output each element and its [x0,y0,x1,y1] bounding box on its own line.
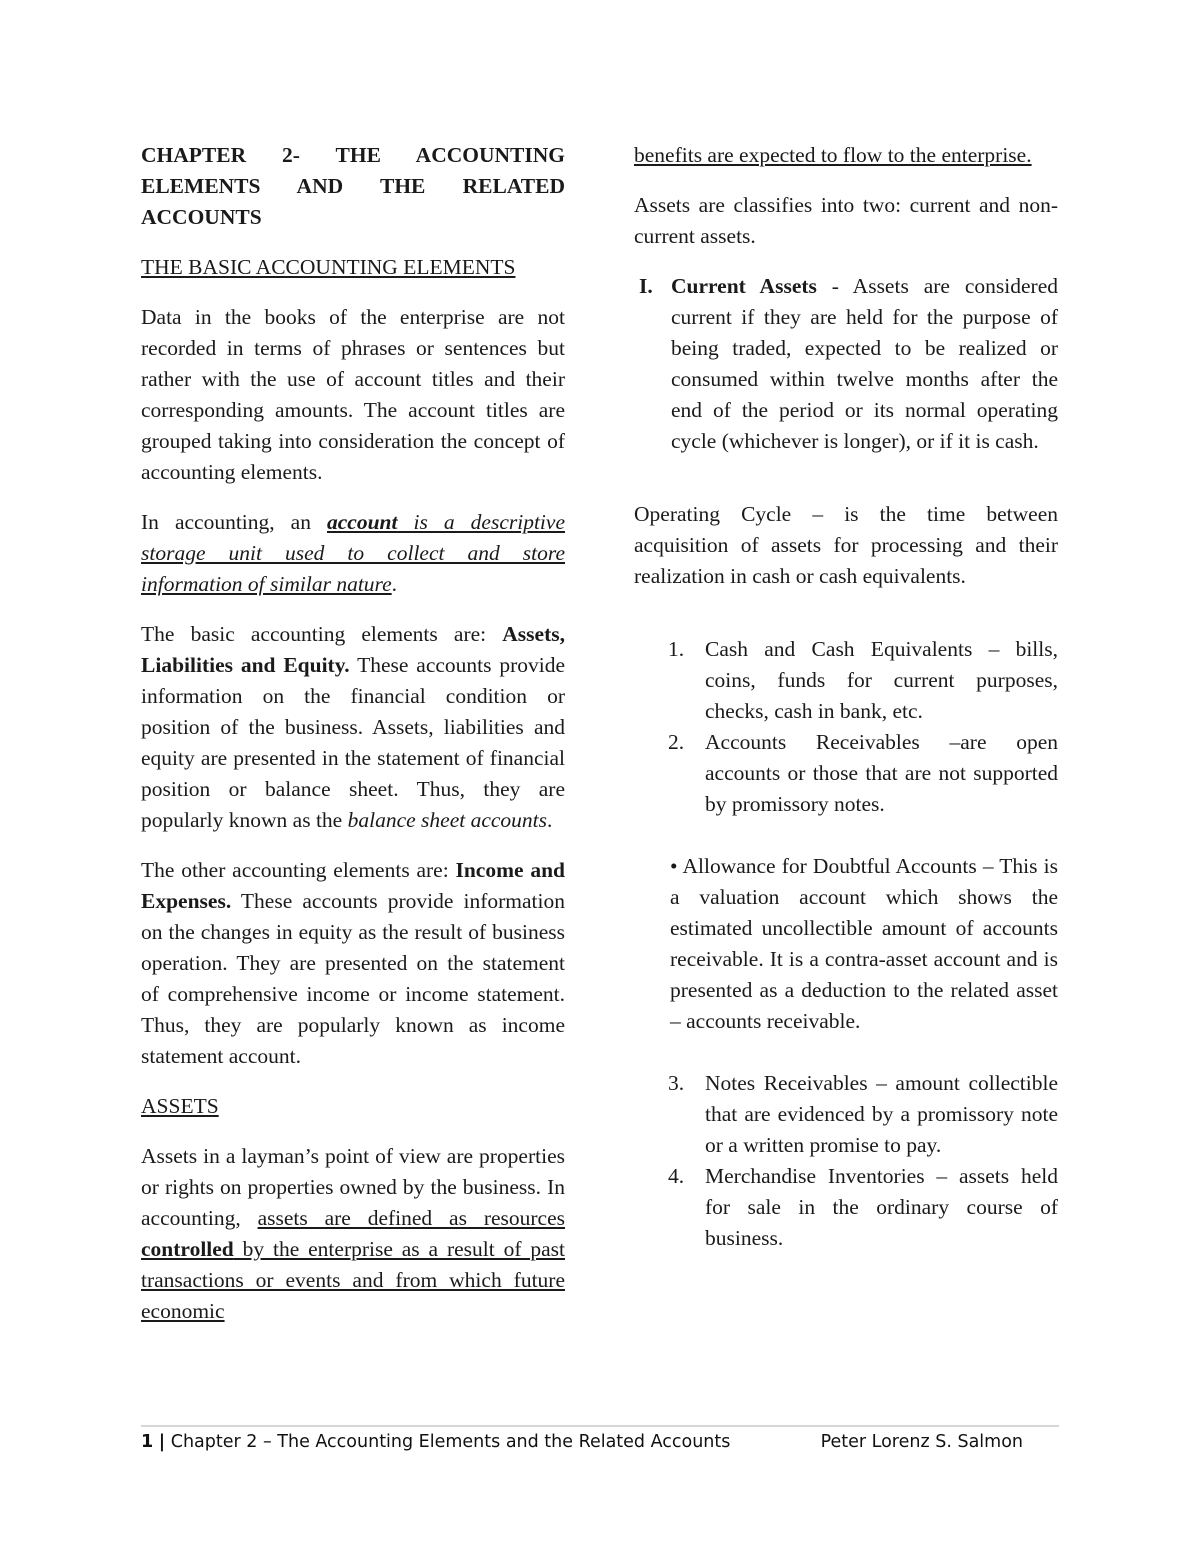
list-current-assets-a [668,634,1058,820]
chapter-title: CHAPTER 2- THE ACCOUNTING ELEMENTS AND THE RELATED ACCOUNTS [141,143,565,229]
footer-left: 1 | Chapter 2 – The Accounting Elements and the Related Accounts [141,1432,731,1452]
income-expenses: Income and Expenses. [141,858,566,913]
page-number: 1 [141,1432,154,1452]
roman-numeral: I. [639,274,653,298]
paragraph-operating-cycle: Operating Cycle – is the time between acquisition of assets for processing and their realization in cash or cash equivalents. [634,502,1058,588]
paragraph-account-definition: In accounting, an account is a descriptive storage unit used to collect and store information of similar nature. [141,510,565,596]
assets-heading: ASSETS [141,1094,219,1118]
assets-definition-continued: benefits are expected to flow to the enterprise. [634,143,1032,167]
controlled-term: controlled [141,1237,234,1261]
footer-divider [141,1425,1059,1427]
paragraph-assets-definition: Assets in a layman’s point of view are properties or rights on properties owned by the business. In accounting, assets are defined as resources controlled by the enterprise as a result of past transactions or events and from which future economic [141,1144,566,1323]
assets-heading-row [141,1091,565,1122]
page-footer [141,1432,1059,1452]
list-item: 2. Accounts Receivables –are open accounts or those that are not supported by promissory notes. [668,730,1058,816]
list-item: 1. Cash and Cash Equivalents – bills, coins, funds for current purposes, checks, cash in bank, etc. [668,637,1058,723]
list-item: 4. Merchandise Inventories – assets held for sale in the ordinary course of business. [668,1164,1058,1250]
left-column [141,140,565,1346]
paragraph-basic-elements: The basic accounting elements are: Assets, Liabilities and Equity. These accounts provide information on the financial condition or position of the business. Assets, liabilities and equity are presented in the statement of financial position or balance sheet. Thus, they are popularly known as the balance sheet accounts. [141,622,566,832]
footer-chapter: Chapter 2 – The Accounting Elements and the Related Accounts [170,1432,731,1452]
allowance-doubtful-accounts: • Allowance for Doubtful Accounts – This is a valuation account which shows the estimated uncollectible amount of accounts receivable. It is a contra-asset account and is presented as a deduction to the related asset – accounts receivable. [670,854,1058,1033]
account-term: account [327,510,398,534]
current-assets-label: Current Assets [671,274,817,298]
balance-sheet-accounts: balance sheet accounts [347,808,548,832]
paragraph-classification: Assets are classifies into two: current and non-current assets. [634,193,1058,248]
footer-author: Peter Lorenz S. Salmon [820,1432,1023,1452]
account-definition: is a descriptive storage unit used to collect and store information of similar nature [141,510,565,596]
list-current-assets-b [668,1068,1058,1254]
paragraph-data-books: Data in the books of the enterprise are not recorded in terms of phrases or sentences but rather with the use of account titles and their corresponding amounts. The account titles are grouped taking into consideration the concept of accounting elements. [141,305,565,484]
right-column [634,140,1058,1254]
section-heading [141,252,565,283]
basic-elements-heading: THE BASIC ACCOUNTING ELEMENTS [141,255,516,279]
paragraph-other-elements: The other accounting elements are: Income and Expenses. These accounts provide information on the changes in equity as the result of business operation. They are presented on the statement of comprehensive income or income statement. Thus, they are popularly known as income statement account. [141,858,566,1068]
list-item: 3. Notes Receivables – amount collectible that are evidenced by a promissory note or a written promise to pay. [668,1071,1058,1157]
current-assets-item: I. Current Assets - Assets are considered current if they are held for the purpose of being traded, expected to be realized or consumed within twelve months after the end of the period or its normal operating cycle (whichever is longer), or if it is cash. [639,271,1058,457]
basic-elements-list: Assets, Liabilities and Equity. [141,622,565,677]
